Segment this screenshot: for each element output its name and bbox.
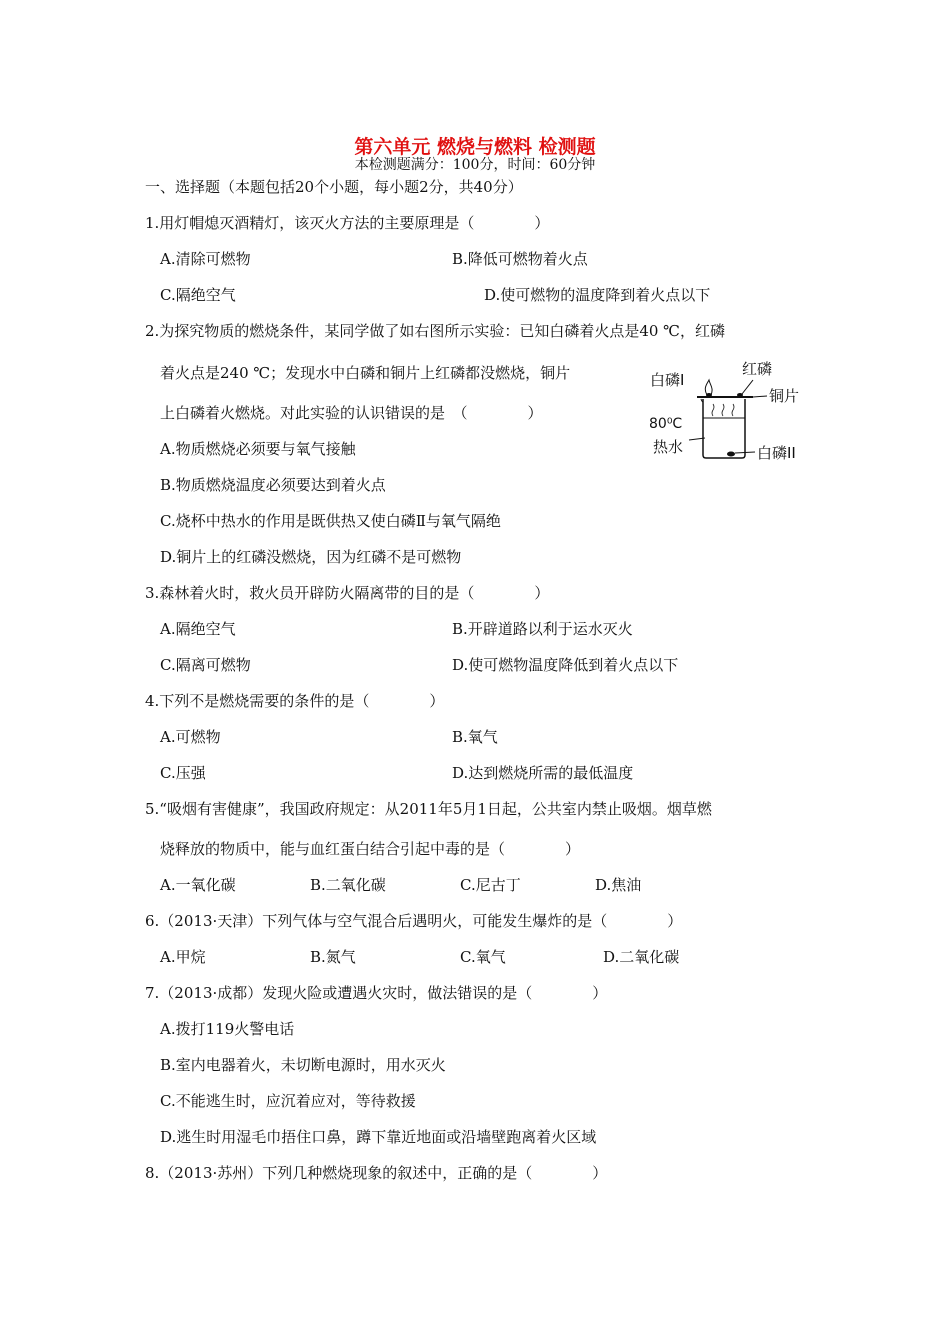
label-hot-water: 热水: [653, 438, 684, 456]
q1-stem: 1.用灯帽熄灭酒精灯，该灭火方法的主要原理是（ ）: [145, 214, 550, 232]
q2-option-b: B.物质燃烧温度必须要达到着火点: [160, 476, 386, 494]
label-white-phosphorus-1: 白磷I: [650, 371, 685, 389]
q7-stem: 7.（2013·成都）发现火险或遭遇火灾时，做法错误的是（ ）: [145, 984, 608, 1002]
q6-stem: 6.（2013·天津）下列气体与空气混合后遇明火，可能发生爆炸的是（ ）: [145, 912, 683, 930]
experiment-figure: [645, 358, 815, 468]
q7-option-d: D.逃生时用湿毛巾捂住口鼻，蹲下靠近地面或沿墙壁跑离着火区域: [160, 1128, 597, 1146]
q4-option-d: D.达到燃烧所需的最低温度: [452, 764, 634, 782]
label-temperature: 80⁰C: [649, 416, 683, 432]
q2-option-c: C.烧杯中热水的作用是既供热又使白磷Ⅱ与氧气隔绝: [160, 512, 501, 530]
q4-option-b: B.氧气: [452, 728, 498, 746]
q4-option-c: C.压强: [160, 764, 206, 782]
q7-option-b: B.室内电器着火，未切断电源时，用水灭火: [160, 1056, 446, 1074]
label-red-phosphorus: 红磷: [742, 360, 773, 378]
q3-stem: 3.森林着火时，救火员开辟防火隔离带的目的是（ ）: [145, 584, 550, 602]
q4-option-a: A.可燃物: [160, 728, 221, 746]
q1-option-d: D.使可燃物的温度降到着火点以下: [484, 286, 711, 304]
q1-option-a: A.清除可燃物: [160, 250, 251, 268]
q7-option-c: C.不能逃生时，应沉着应对，等待救援: [160, 1092, 416, 1110]
page-title: 第六单元 燃烧与燃料 检测题: [354, 136, 596, 158]
label-copper-sheet: 铜片: [769, 387, 800, 405]
q5-option-d: D.焦油: [595, 876, 642, 894]
q5-option-a: A.一氧化碳: [160, 876, 236, 894]
q2-stem-line3: 上白磷着火燃烧。对此实验的认识错误的是 （ ）: [160, 404, 543, 422]
q1-option-c: C.隔绝空气: [160, 286, 236, 304]
q5-option-c: C.尼古丁: [460, 876, 521, 894]
q6-option-d: D.二氧化碳: [603, 948, 680, 966]
q3-option-a: A.隔绝空气: [160, 620, 236, 638]
label-white-phosphorus-2: 白磷II: [757, 444, 796, 462]
q6-option-c: C.氧气: [460, 948, 506, 966]
q5-option-b: B.二氧化碳: [310, 876, 386, 894]
q3-option-d: D.使可燃物温度降低到着火点以下: [452, 656, 679, 674]
q2-option-a: A.物质燃烧必须要与氧气接触: [160, 440, 356, 458]
q3-option-b: B.开辟道路以利于运水灭火: [452, 620, 633, 638]
section-heading: 一、选择题（本题包括20个小题，每小题2分，共40分）: [145, 178, 523, 196]
q7-option-a: A.拨打119火警电话: [160, 1020, 295, 1038]
q4-stem: 4.下列不是燃烧需要的条件的是（ ）: [145, 692, 445, 710]
q6-option-b: B.氮气: [310, 948, 356, 966]
q8-stem: 8.（2013·苏州）下列几种燃烧现象的叙述中，正确的是（ ）: [145, 1164, 608, 1182]
q5-stem-line2: 烧释放的物质中，能与血红蛋白结合引起中毒的是（ ）: [160, 840, 581, 858]
page-subtitle: 本检测题满分：100分，时间：60分钟: [354, 157, 596, 173]
q5-stem-line1: 5.“吸烟有害健康”，我国政府规定：从2011年5月1日起，公共室内禁止吸烟。烟草燃: [145, 800, 712, 818]
q2-stem-line1: 2.为探究物质的燃烧条件，某同学做了如右图所示实验：已知白磷着火点是40 ℃，红磷: [145, 322, 725, 340]
q2-stem-line2: 着火点是240 ℃；发现水中白磷和铜片上红磷都没燃烧，铜片: [160, 364, 571, 382]
q1-option-b: B.降低可燃物着火点: [452, 250, 588, 268]
q2-option-d: D.铜片上的红磷没燃烧，因为红磷不是可燃物: [160, 548, 462, 566]
q6-option-a: A.甲烷: [160, 948, 206, 966]
q3-option-c: C.隔离可燃物: [160, 656, 251, 674]
